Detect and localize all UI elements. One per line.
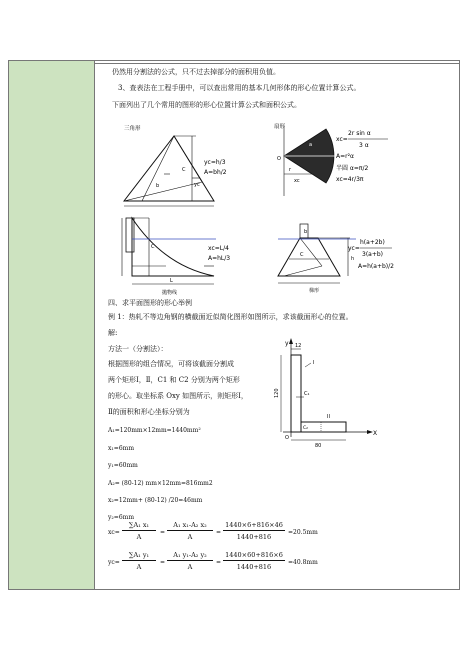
coord-x2: x₂=12mm+ (80-12) /20=46mm <box>108 497 203 504</box>
trapezoid-yc-lhs: yc= <box>348 245 360 252</box>
yc-denominator-3: 1440+816 <box>236 563 272 571</box>
trapezoid-label-b: b <box>304 229 308 235</box>
sector-figure <box>274 122 388 196</box>
section-heading: 四、求平面图形的形心举例 <box>108 299 192 307</box>
yc-numerator-2: A₁ y₁-A₂ y₂ <box>173 551 207 559</box>
text-line: 下面列出了几个常用的图形的形心位置计算公式和面积公式。 <box>112 101 301 109</box>
angle-section-figure <box>269 337 419 447</box>
fraction-bar <box>223 530 285 531</box>
angle-label-i: I <box>313 360 315 366</box>
sector-label-alpha: a <box>309 142 313 148</box>
xc-result: =20.5mm <box>288 529 318 536</box>
coord-y1: y₁=60mm <box>108 462 138 469</box>
triangle-label-yc: yc <box>194 182 200 188</box>
content-cell <box>104 61 453 589</box>
text-line: Ⅱ的面积和形心坐标分别为 <box>108 408 190 416</box>
centroid-formula-figures <box>104 116 454 296</box>
parabola-area-formula: A=hL/3 <box>208 255 231 262</box>
trapezoid-label-h: h <box>351 256 355 262</box>
solution-label: 解: <box>108 329 118 337</box>
sector-semicircle-xc: xc=4r/3π <box>336 176 364 183</box>
xc-numerator-2: A₁ x₁-A₂ x₂ <box>173 521 207 529</box>
sector-semicircle-note: 半圆 α=π/2 <box>336 165 369 172</box>
angle-dim-120: 120 <box>274 388 280 398</box>
area-a2: A₂= (80-12) mm×12mm=816mm2 <box>108 480 213 487</box>
parabola-xc-formula: xc=L/4 <box>208 245 229 252</box>
trapezoid-yc-numerator: h(a+2b) <box>360 239 385 246</box>
coord-y2: y₂=6mm <box>108 514 135 521</box>
sector-xc-lhs: xc= <box>336 136 348 143</box>
sector-label-o: O <box>277 156 281 162</box>
angle-axis-y: y <box>285 340 289 347</box>
fraction-bar <box>167 530 213 531</box>
yc-numerator-3: 1440×60+816×6 <box>225 551 283 559</box>
area-a1: A₁=120mm×12mm=1440mm² <box>108 427 201 434</box>
triangle-label-c: C <box>182 167 186 173</box>
parabola-label-c: C <box>151 244 155 250</box>
sector-title: 扇形 <box>274 124 286 130</box>
yc-result: =40.8mm <box>288 559 318 566</box>
parabola-figure <box>122 218 230 296</box>
triangle-area-formula: A=bh/2 <box>204 169 227 176</box>
xc-numerator-1: ∑A₁ x₁ <box>128 521 150 529</box>
fraction-bar <box>223 560 285 561</box>
text-line: 3、查表法在工程手册中，可以查出常用的基本几何形体的形心位置计算公式。 <box>118 84 361 92</box>
parabola-label-l: L <box>170 278 173 284</box>
xc-lhs: xc= <box>108 529 120 536</box>
text-line: 仍然用分割法的公式，只不过去掉部分的面积用负值。 <box>112 68 280 76</box>
sector-xc-numerator: 2r sin α <box>348 130 371 137</box>
xc-denominator-1: A <box>136 533 142 541</box>
yc-lhs: yc= <box>108 559 120 566</box>
xc-numerator-3: 1440×6+816×46 <box>225 521 283 529</box>
equals-sign: = <box>160 559 166 566</box>
fraction-bar <box>122 560 156 561</box>
angle-dim-80: 80 <box>315 443 322 447</box>
text-line: 两个矩形Ⅰ，Ⅱ，C1 和 C2 分别为两个矩形 <box>108 376 240 384</box>
text-line: 的形心。取坐标系 Oxy 如图所示，则矩形Ⅰ， <box>108 392 248 400</box>
example-statement: 例 1：热轧不等边角钢的横截面近似简化图形如图所示，求该截面形心的位置。 <box>108 313 353 321</box>
side-column <box>9 61 95 589</box>
parabola-title: 抛物线 <box>162 290 178 296</box>
trapezoid-area-formula: A=h(a+b)/2 <box>358 263 394 270</box>
triangle-figure <box>124 124 227 206</box>
angle-label-c2: C₂ <box>303 426 308 431</box>
triangle-title: 三角形 <box>124 126 141 132</box>
sector-xc-denominator: 3 α <box>359 142 369 149</box>
angle-dim-12: 12 <box>295 343 302 349</box>
method-heading: 方法一（分割法）： <box>108 345 168 353</box>
yc-numerator-1: ∑A₁ y₁ <box>128 551 150 559</box>
trapezoid-label-c: C <box>300 252 304 258</box>
angle-origin-o: O <box>285 435 289 441</box>
fraction-bar <box>167 560 213 561</box>
content-table <box>8 60 460 590</box>
xc-denominator-3: 1440+816 <box>236 533 272 541</box>
angle-label-ii: II <box>327 414 330 420</box>
triangle-yc-formula: yc=h/3 <box>204 159 226 166</box>
trapezoid-title: 梯形 <box>309 288 320 294</box>
triangle-label-b: b <box>156 183 160 189</box>
fraction-bar <box>122 530 156 531</box>
angle-label-c1: C₁ <box>304 391 310 397</box>
coord-x1: x₁=6mm <box>108 445 135 452</box>
equals-sign: = <box>216 529 222 536</box>
trapezoid-yc-denominator: 3(a+b) <box>362 251 384 258</box>
equals-sign: = <box>216 559 222 566</box>
xc-denominator-2: A <box>187 533 193 541</box>
sector-label-r: r <box>289 167 292 173</box>
yc-denominator-2: A <box>187 563 193 571</box>
sector-area-formula: A=r²α <box>336 153 354 160</box>
text-line: 根据图形的组合情况，可将该截面分割成 <box>108 360 234 368</box>
angle-axis-x: X <box>373 430 378 437</box>
trapezoid-figure <box>278 224 394 294</box>
yc-denominator-1: A <box>136 563 142 571</box>
sector-label-xc: xc <box>294 178 300 184</box>
equals-sign: = <box>160 529 166 536</box>
